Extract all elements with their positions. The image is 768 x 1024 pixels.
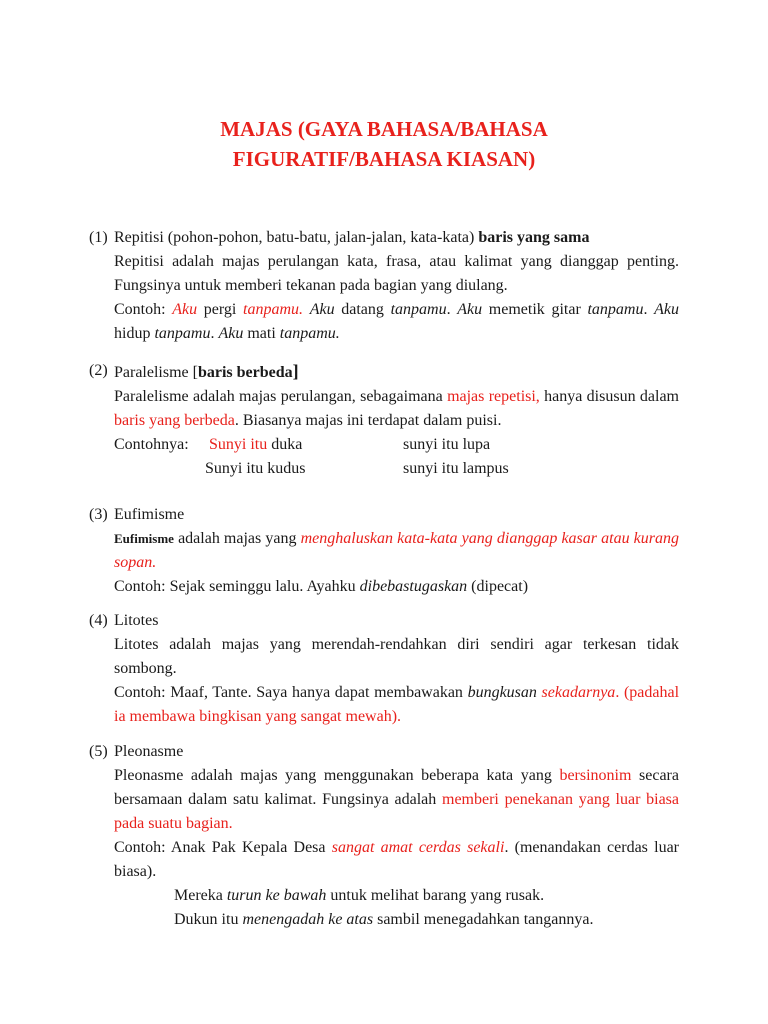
example-text: Contoh: Aku pergi tanpamu. Aku datang tanpamu. Aku memetik gitar tanpamu. Aku hidup tanpamu. Aku mati tanpamu. <box>114 301 680 342</box>
definition-text: Pleonasme adalah majas yang menggunakan beberapa kata yang bersinonim secara bersamaan dalam satu kalimat. Fungsinya adalah memberi penekanan yang luar biasa pada suatu bagian. <box>114 767 679 832</box>
section-number: (2) <box>89 362 108 379</box>
section-heading: Eufimisme <box>114 506 185 523</box>
section-pleonasme <box>89 740 679 932</box>
section-heading: Paralelisme [baris berbeda] <box>114 361 299 381</box>
section-heading: Pleonasme <box>114 743 184 760</box>
section-litotes <box>89 609 679 729</box>
section-eufimisme <box>89 503 679 599</box>
title-line-1: MAJAS (GAYA BAHASA/BAHASA <box>220 117 548 141</box>
title-line-2: FIGURATIF/BAHASA KIASAN) <box>232 147 536 171</box>
section-heading: Litotes <box>114 612 159 629</box>
definition-text: Paralelisme adalah majas perulangan, sebagaimana majas repetisi, hanya disusun dalam baris yang berbeda. Biasanya majas ini terdapat dalam puisi. <box>114 388 679 429</box>
section-repitisi <box>89 226 679 346</box>
example-text: Contoh: Maaf, Tante. Saya hanya dapat membawakan bungkusan sekadarnya. (padahal ia membawa bingkisan yang sangat mewah). <box>114 684 680 725</box>
example-text-3: Dukun itu menengadah ke atas sambil menegadahkan tangannya. <box>174 911 594 928</box>
definition-text: Litotes adalah majas yang merendah-rendahkan diri sendiri agar terkesan tidak sombong. <box>114 636 679 677</box>
example-text: Contoh: Sejak seminggu lalu. Ayahku dibebastugaskan (dipecat) <box>114 578 529 595</box>
section-number: (1) <box>89 229 108 246</box>
definition-text: Repitisi adalah majas perulangan kata, frasa, atau kalimat yang dianggap penting. Fungsinya untuk memberi tekanan pada bagian yang diulang. <box>114 253 679 294</box>
example-row-2: Sunyi itu kudus sunyi itu lampus <box>205 460 509 477</box>
section-number: (5) <box>89 743 108 760</box>
section-paralelisme <box>89 359 679 481</box>
document-title <box>0 114 768 174</box>
example-text-2: Mereka turun ke bawah untuk melihat barang yang rusak. <box>174 887 545 904</box>
definition-text: Eufimisme adalah majas yang menghaluskan kata-kata yang dianggap kasar atau kurang sopan. <box>114 530 680 571</box>
section-number: (4) <box>89 612 108 629</box>
section-heading: Repitisi (pohon-pohon, batu-batu, jalan-jalan, kata-kata) baris yang sama <box>114 229 590 246</box>
example-row-1: Contohnya: Sunyi itu duka sunyi itu lupa <box>114 436 491 453</box>
section-number: (3) <box>89 506 108 523</box>
example-text: Contoh: Anak Pak Kepala Desa sangat amat cerdas sekali. (menandakan cerdas luar biasa). <box>114 839 680 880</box>
